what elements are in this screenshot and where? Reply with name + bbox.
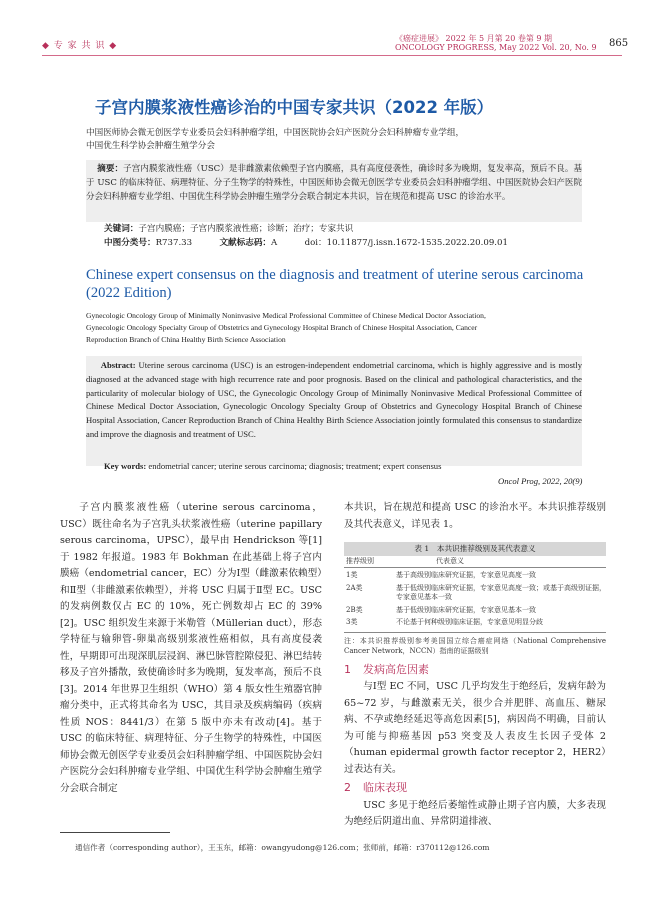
table-title: 表 1 本共识推荐级别及其代表意义 xyxy=(344,542,606,556)
citation-en: Oncol Prog, 2022, 20(9) xyxy=(498,476,583,486)
header-divider xyxy=(42,55,622,56)
abstract-cn-text: 子宫内膜浆液性癌（USC）是非雌激素依赖型子宫内膜癌，具有高度侵袭性，确诊时多为晚期，复发率高，预后不良。基于 USC 的临床特征、病理特征、分子生物学的特殊性，中国医师协会微无创医学专业委员会妇科肿瘤学组、中国医院协会妇产医院分会妇科肿瘤专业学组、中国优生科学协会肿瘤生殖学分会联合制定本共识，旨在规范和提高 USC 的诊治水平。 xyxy=(86,164,583,203)
journal-en: ONCOLOGY PROGRESS, May 2022 Vol. 20, No. 9 xyxy=(395,43,597,52)
abstract-en-text: Uterine serous carcinoma (USC) is an estrogen-independent endometrial carcinoma, which is highly aggressive and is mostly diagnosed at the advanced stage with high recurrence rate and poor prognosis. Based on the clinical and pathological characteristics, and the particularity of molecular biology of USC, the Gynecologic Oncology Group of Minimally Noninvasive Medical Professional Committee of Chinese Medical Doctor Association, Gynecologic Oncology Specialty Group of Obstetrics and Gynecology Hospital Branch of Chinese Hospital Association, Cancer Reproduction Branch of China Healthy Birth Science Association jointly formulated this consensus to standardize and improve the diagnosis and treatment of USC. xyxy=(86,360,582,439)
authors-en xyxy=(86,310,586,346)
table-row xyxy=(344,618,606,628)
section-label: ◆ 专 家 共 识 ◆ xyxy=(42,41,118,51)
table-cell: 基于低级别临床研究证据，专家意见基本一致 xyxy=(396,605,536,614)
keywords-cn-text: 子宫内膜癌；子宫内膜浆液性癌；诊断；治疗；专家共识 xyxy=(138,224,354,234)
doc-value: A xyxy=(271,238,278,248)
keywords-en-label: Key words: xyxy=(104,461,147,471)
authors-en-line-3: Reproduction Branch of China Healthy Birth Science Association xyxy=(86,335,286,344)
abstract-en xyxy=(86,359,582,442)
table-cell: 3类 xyxy=(346,618,358,626)
table-row xyxy=(344,584,606,603)
table-header-row xyxy=(344,556,606,568)
journal-info xyxy=(395,34,597,52)
footnote-divider xyxy=(60,832,170,833)
page-number: 865 xyxy=(609,38,629,49)
keywords-en-text: endometrial cancer; uterine serous carcinoma; diagnosis; treatment; expert consensus xyxy=(148,461,442,471)
title-en: Chinese expert consensus on the diagnosis and treatment of uterine serous carcinoma (2022 Edition) xyxy=(86,267,584,301)
section-1-number: 1 xyxy=(344,662,351,676)
body-right-column xyxy=(344,500,606,831)
body-right-intro: 本共识，旨在规范和提高 USC 的诊治水平。本共识推荐级别及其代表意义，详见表 1。 xyxy=(344,502,606,530)
section-2-text: USC 多见于绝经后萎缩性或静止期子宫内膜，大多表现为绝经后阴道出血、异常阴道排液、 xyxy=(344,799,606,827)
doc-label: 文献标志码： xyxy=(219,238,272,248)
section-2-title: 临床表现 xyxy=(363,781,407,794)
table-row xyxy=(344,606,606,616)
authors-cn-line-1: 中国医师协会微无创医学专业委员会妇科肿瘤学组，中国医院协会妇产医院分会妇科肿瘤专业学组， xyxy=(86,128,465,138)
body-left-column xyxy=(60,500,322,797)
abstract-en-label: Abstract: xyxy=(100,360,136,370)
body-left-paragraph: 子宫内膜浆液性癌（uterine serous carcinoma，USC）既往命名为子宫乳头状浆液性癌（uterine papillary serous carcinoma，UPSC），最早由 Hendrickson 等[1]于 1982 年报道。1983 年 Bokhman 在此基础上将子宫内膜癌（endometrial cancer，EC）分为Ⅰ型（雌激素依赖型）和Ⅱ型（非雌激素依赖型），并将 USC 归属于Ⅱ型 EC。USC 的发病例数仅占 EC 的 10%，死亡例数却占 EC 的 39%[2]。USC 组织发生来源于米勒管（Müllerian duct），形态学特征与输卵管-卵巢高级别浆液性癌相似，具有高度侵袭性，早期即可出现深肌层浸润、淋巴脉管腔隙侵犯、淋巴结转移及子宫外播散，致使确诊时多为晚期，复发率高，预后不良[3]。2014 年世界卫生组织（WHO）第 4 版女性生殖器官肿瘤分类中，正式将其命名为 USC，其目录及疾病编码（疾病性质 NOS：8441/3）在第 5 版中亦未有改动[4]。基于 USC 的临床特征、病理特征、分子生物学的特殊性，中国医师协会微无创医学专业委员会妇科肿瘤学组、中国医院协会妇产医院分会妇科肿瘤专业学组、中国优生科学协会肿瘤生殖学分会联合制定 xyxy=(60,502,322,794)
abstract-cn-label: 摘要： xyxy=(97,164,124,174)
authors-cn xyxy=(86,127,626,153)
section-1-title: 发病高危因素 xyxy=(363,662,429,676)
class-label: 中图分类号： xyxy=(104,238,156,248)
section-2-number: 2 xyxy=(344,781,351,794)
section-1-heading xyxy=(344,662,606,679)
section-1-text: 与Ⅰ型 EC 不同，USC 几乎均发生于绝经后，发病年龄为 65~72 岁，与雌激素无关，很少合并肥胖、高血压、糖尿病、不孕或绝经延迟等高危因素[5]，病因尚不明确，目前认为可能与抑癌基因 p53 突变及人表皮生长因子受体 2（human epidermal growth factor receptor 2，HER2）过表达有关。 xyxy=(344,681,606,775)
table-header-cell: 代表意义 xyxy=(436,557,464,565)
table-cell: 不论基于何种级别临床证据，专家意见明显分歧 xyxy=(396,618,543,626)
title-cn: 子宫内膜浆液性癌诊治的中国专家共识（2022 年版） xyxy=(95,98,494,117)
table-1 xyxy=(344,542,606,656)
class-value: R737.33 xyxy=(155,238,193,248)
table-row xyxy=(344,571,606,581)
table-cell: 2B类 xyxy=(346,605,363,614)
journal-cn: 《癌症进展》 2022 年 5 月第 20 卷第 9 期 xyxy=(395,34,553,43)
authors-en-line-2: Gynecologic Oncology Specialty Group of Obstetrics and Gynecology Hospital Branch of Chinese Hospital Association, Cancer xyxy=(86,323,478,332)
doi-link[interactable]: doi：10.11877/j.issn.1672-1535.2022.20.09.01 xyxy=(304,238,508,248)
keywords-cn-label: 关键词： xyxy=(104,224,139,234)
authors-cn-line-2: 中国优生科学协会肿瘤生殖学分会 xyxy=(86,141,215,151)
section-2-heading xyxy=(344,780,606,797)
abstract-cn xyxy=(86,162,582,205)
classification-line xyxy=(104,236,508,248)
table-header-cell: 推荐级别 xyxy=(346,557,374,565)
corresponding-author-footnote: 通信作者（corresponding author），王玉东，邮箱：owangyudong@126.com；张师前，邮箱：r370112@126.com xyxy=(75,843,490,852)
table-cell: 2A类 xyxy=(346,583,363,592)
table-cell: 1类 xyxy=(346,571,358,579)
authors-en-line-1: Gynecologic Oncology Group of Minimally Noninvasive Medical Professional Committee of Chinese Medical Doctor Association, xyxy=(86,311,486,320)
table-cell: 基于高级别临床研究证据，专家意见高度一致 xyxy=(396,571,536,579)
table-note: 注：本共识推荐级别参考美国国立综合癌症网络（National Comprehensive Cancer Network，NCCN）指南的证据级别 xyxy=(344,632,606,656)
table-cell: 基于低级别临床研究证据，专家意见高度一致；或基于高级别证据，专家意见基本一致 xyxy=(396,583,606,601)
keywords-en xyxy=(104,461,441,471)
keywords-cn xyxy=(104,222,353,234)
